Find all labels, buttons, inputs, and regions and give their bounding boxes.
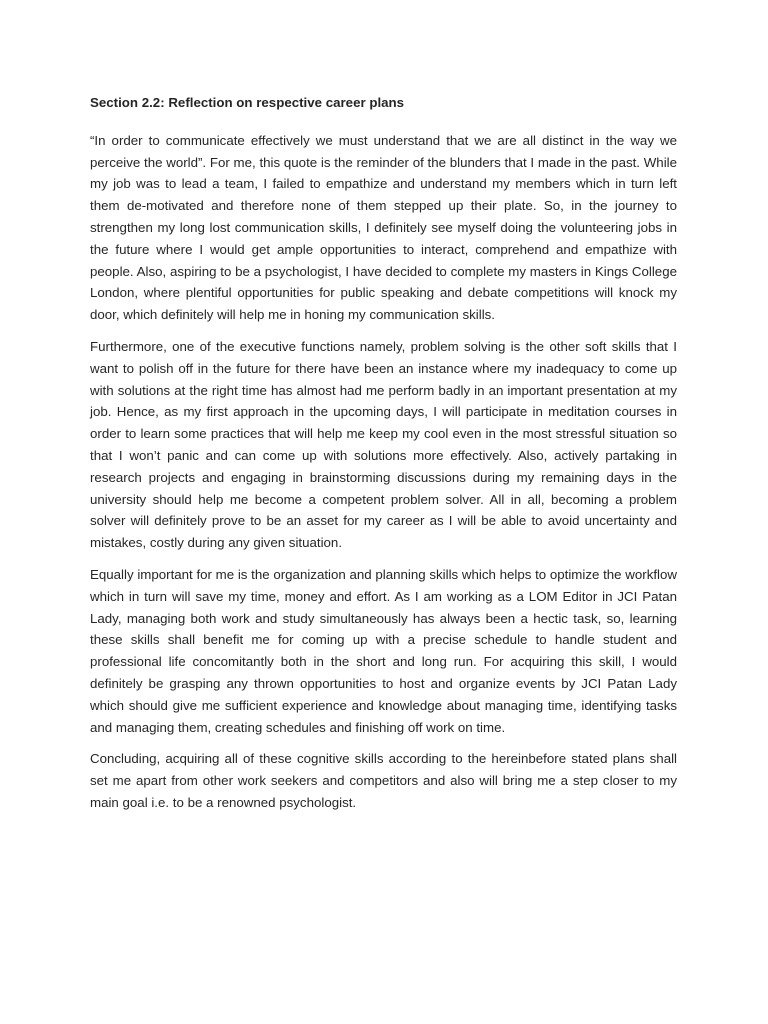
document-page (90, 92, 677, 824)
paragraph-problem-solving: Furthermore, one of the executive functions namely, problem solving is the other soft skills that I want to polish off in the future for there have been an instance where my inadequacy to come up with solutions at the right time has almost had me perform badly in an important presentation at my job. Hence, as my first approach in the upcoming days, I will participate in meditation courses in order to learn some practices that will help me keep my cool even in the most stressful situation so that I won’t panic and can come up with solutions more effectively. Also, actively partaking in research projects and engaging in brainstorming discussions during my remaining days in the university should help me become a competent problem solver. All in all, becoming a problem solver will definitely prove to be an asset for my career as I will be able to avoid uncertainty and mistakes, costly during any given situation. (90, 338, 677, 551)
paragraph-conclusion: Concluding, acquiring all of these cognitive skills according to the hereinbefore stated plans shall set me apart from other work seekers and competitors and also will bring me a step closer to my main goal i.e. to be a renowned psychologist. (90, 751, 677, 810)
section-heading: Section 2.2: Reflection on respective career plans (90, 95, 405, 110)
paragraph-communication: “In order to communicate effectively we must understand that we are all distinct in the way we perceive the world”. For me, this quote is the reminder of the blunders that I made in the past. While my job was to lead a team, I failed to empathize and understand my members which in turn left them de-motivated and therefore none of them stepped up their plate. So, in the journey to strengthen my long lost communication skills, I definitely see myself doing the volunteering jobs in the future where I would get ample opportunities to interact, comprehend and empathize with people. Also, aspiring to be a psychologist, I have decided to complete my masters in Kings College London, where plentiful opportunities for public speaking and debate competitions will knock my door, which definitely will help me in honing my communication skills. (90, 132, 677, 323)
paragraph-organization: Equally important for me is the organization and planning skills which helps to optimize the workflow which in turn will save my time, money and effort. As I am working as a LOM Editor in JCI Patan Lady, managing both work and study simultaneously has always been a hectic task, so, learning these skills shall benefit me for coming up with a precise schedule to handle student and professional life concomitantly both in the short and long run. For acquiring this skill, I would definitely be grasping any thrown opportunities to host and organize events by JCI Patan Lady which should give me sufficient experience and knowledge about managing time, identifying tasks and managing them, creating schedules and finishing off work on time. (90, 566, 677, 735)
